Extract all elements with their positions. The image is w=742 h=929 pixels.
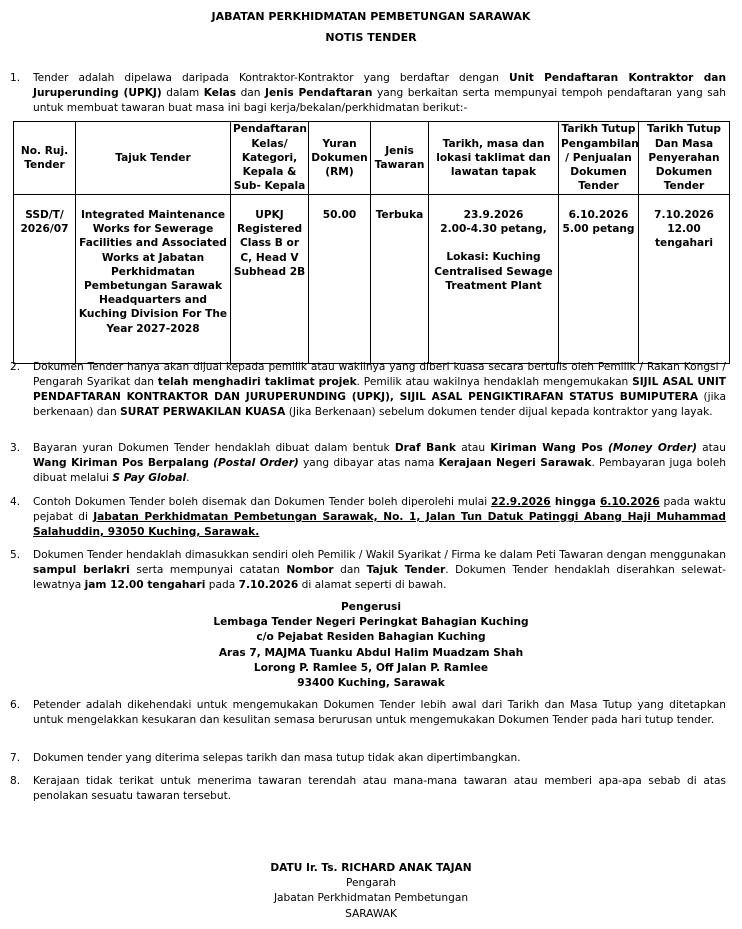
briefing-time: 2.00-4.30 petang,	[440, 223, 547, 236]
clause-text: Contoh Dokumen Tender boleh disemak dan Dokumen Tender boleh diperolehi mulai 22.9.2026 hingga 6.10.2026 pada waktu pejabat di Jabatan Perkhidmatan Pembetungan Sarawak, No. 1, Jalan Tun Datuk Patinggi Abang Haji Muhammad Salahuddin, 93050 Kuching, Sarawak.	[33, 496, 726, 538]
clause-2	[10, 360, 726, 420]
department-heading: JABATAN PERKHIDMATAN PEMBETUNGAN SARAWAK	[211, 10, 531, 23]
address-line: Aras 7, MAJMA Tuanku Abdul Halim Muadzam Shah	[218, 646, 524, 659]
clause-4	[10, 495, 726, 540]
clause-text: Kerajaan tidak terikat untuk menerima tawaran terendah atau mana-mana tawaran atau memberi apa-apa sebab di atas penolakan sesuatu tawaran tersebut.	[33, 775, 726, 802]
clause-number: 3.	[10, 442, 21, 454]
cell-briefing	[429, 195, 559, 364]
clause-number: 8.	[10, 775, 21, 787]
clause-number: 1.	[10, 72, 21, 84]
signatory-state: SARAWAK	[345, 907, 397, 920]
header-briefing: Tarikh, masa dan lokasi taklimat dan lawatan tapak	[429, 122, 559, 195]
clause-number: 7.	[10, 752, 21, 764]
address-line: Pengerusi	[341, 601, 401, 613]
clause-number: 4.	[10, 496, 21, 508]
clause-7	[10, 751, 726, 766]
header-ref: No. Ruj. Tender	[14, 122, 76, 195]
cell-title: Integrated Maintenance Works for Sewerage Facilities and Associated Works at Jabatan Perkhidmatan Pembetungan Sarawak Headquarters and Kuching Division For The Year 2027-2028	[76, 195, 231, 364]
cell-fee: 50.00	[309, 195, 371, 364]
submission-time: 12.00 tengahari	[654, 223, 714, 250]
clause-text: Dokumen Tender hendaklah dimasukkan sendiri oleh Pemilik / Wakil Syarikat / Firma ke dalam Peti Tawaran dengan menggunakan sampul berlakri serta mempunyai catatan Nombor dan Tajuk Tender. Dokumen Tender hendaklah diserahkan selewat-lewatnya jam 12.00 tengahari pada 7.10.2026 di alamat seperti di bawah.	[33, 549, 726, 591]
sale-close-date: 6.10.2026	[568, 209, 629, 221]
briefing-date: 23.9.2026	[463, 209, 524, 221]
address-line: Lorong P. Ramlee 5, Off Jalan P. Ramlee	[253, 661, 489, 674]
address-line: c/o Pejabat Residen Bahagian Kuching	[256, 631, 486, 644]
clause-text: Dokumen Tender hanya akan dijual kepada pemilik atau wakilnya yang diberi kuasa secara bertulis oleh Pemilik / Rakan Kongsi / Pengarah Syarikat dan telah menghadiri taklimat projek. Pemilik atau wakilnya hendaklah mengemukakan SIJIL ASAL UNIT PENDAFTARAN KONTRAKTOR DAN JURUPERUNDING (UPKJ), SIJIL ASAL PENGIKTIRAFAN STATUS BUMIPUTERA (jika berkenaan) dan SURAT PERWAKILAN KUASA (Jika Berkenaan) sebelum dokumen tender dijual kepada kontraktor yang layak.	[33, 361, 727, 418]
header-type: Jenis Tawaran	[371, 122, 429, 195]
header-registration: Pendaftaran Kelas/ Kategori, Kepala & Sub- Kepala	[231, 122, 309, 195]
clause-text: Dokumen tender yang diterima selepas tarikh dan masa tutup tidak akan dipertimbangkan.	[33, 752, 521, 764]
clause-3	[10, 441, 726, 486]
submission-date: 7.10.2026	[654, 209, 714, 221]
notice-title: NOTIS TENDER	[325, 31, 417, 44]
clause-1	[10, 71, 726, 116]
submission-address	[0, 600, 742, 691]
header-submission-close: Tarikh Tutup Dan Masa Penyerahan Dokumen Tender	[639, 122, 730, 195]
signatory-department: Jabatan Perkhidmatan Pembetungan	[273, 892, 469, 905]
cell-submission-close	[639, 195, 730, 364]
clause-number: 5.	[10, 549, 21, 561]
clause-5	[10, 548, 726, 593]
header-sale-close: Tarikh Tutup Pengambilan / Penjualan Dokumen Tender	[559, 122, 639, 195]
signature-block	[0, 861, 742, 922]
signatory-name: DATU Ir. Ts. RICHARD ANAK TAJAN	[270, 862, 472, 874]
clause-number: 6.	[10, 699, 21, 711]
tender-table	[13, 121, 730, 364]
clause-6	[10, 698, 726, 728]
address-line: 93400 Kuching, Sarawak	[297, 677, 445, 690]
header-title: Tajuk Tender	[76, 122, 231, 195]
signatory-position: Pengarah	[345, 877, 397, 890]
clause-text: Petender adalah dikehendaki untuk mengemukakan Dokumen Tender lebih awal dari Tarikh dan Masa Tutup yang ditetapkan untuk mengelakkan kesukaran dan kesulitan semasa berurusan untuk mengemukakan Dokumen Tender pada hari tutup tender.	[33, 699, 726, 726]
clause-text: Tender adalah dipelawa daripada Kontraktor-Kontraktor yang berdaftar dengan Unit Pendaftaran Kontraktor dan Juruperunding (UPKJ) dalam Kelas dan Jenis Pendaftaran yang berkaitan serta mempunyai tempoh pendaftaran yang sah untuk membuat tawaran buat masa ini bagi kerja/bekalan/perkhidmatan berikut:-	[33, 72, 726, 114]
cell-registration: UPKJ Registered Class B or C, Head V Subhead 2B	[231, 195, 309, 364]
header-fee: Yuran Dokumen (RM)	[309, 122, 371, 195]
table-row	[14, 195, 730, 364]
clause-text: Bayaran yuran Dokumen Tender hendaklah dibuat dalam bentuk Draf Bank atau Kiriman Wang Pos (Money Order) atau Wang Kiriman Pos Berpalang (Postal Order) yang dibayar atas nama Kerajaan Negeri Sarawak. Pembayaran juga boleh dibuat melalui S Pay Global.	[33, 442, 727, 484]
sale-close-time: 5.00 petang	[562, 223, 635, 236]
clause-8	[10, 774, 726, 804]
cell-ref: SSD/T/ 2026/07	[14, 195, 76, 364]
briefing-location: Lokasi: Kuching Centralised Sewage Treatment Plant	[434, 251, 553, 292]
cell-type: Terbuka	[371, 195, 429, 364]
address-line: Lembaga Tender Negeri Peringkat Bahagian Kuching	[213, 616, 529, 629]
table-header-row	[14, 122, 730, 195]
cell-sale-close	[559, 195, 639, 364]
clause-number: 2.	[10, 361, 21, 373]
